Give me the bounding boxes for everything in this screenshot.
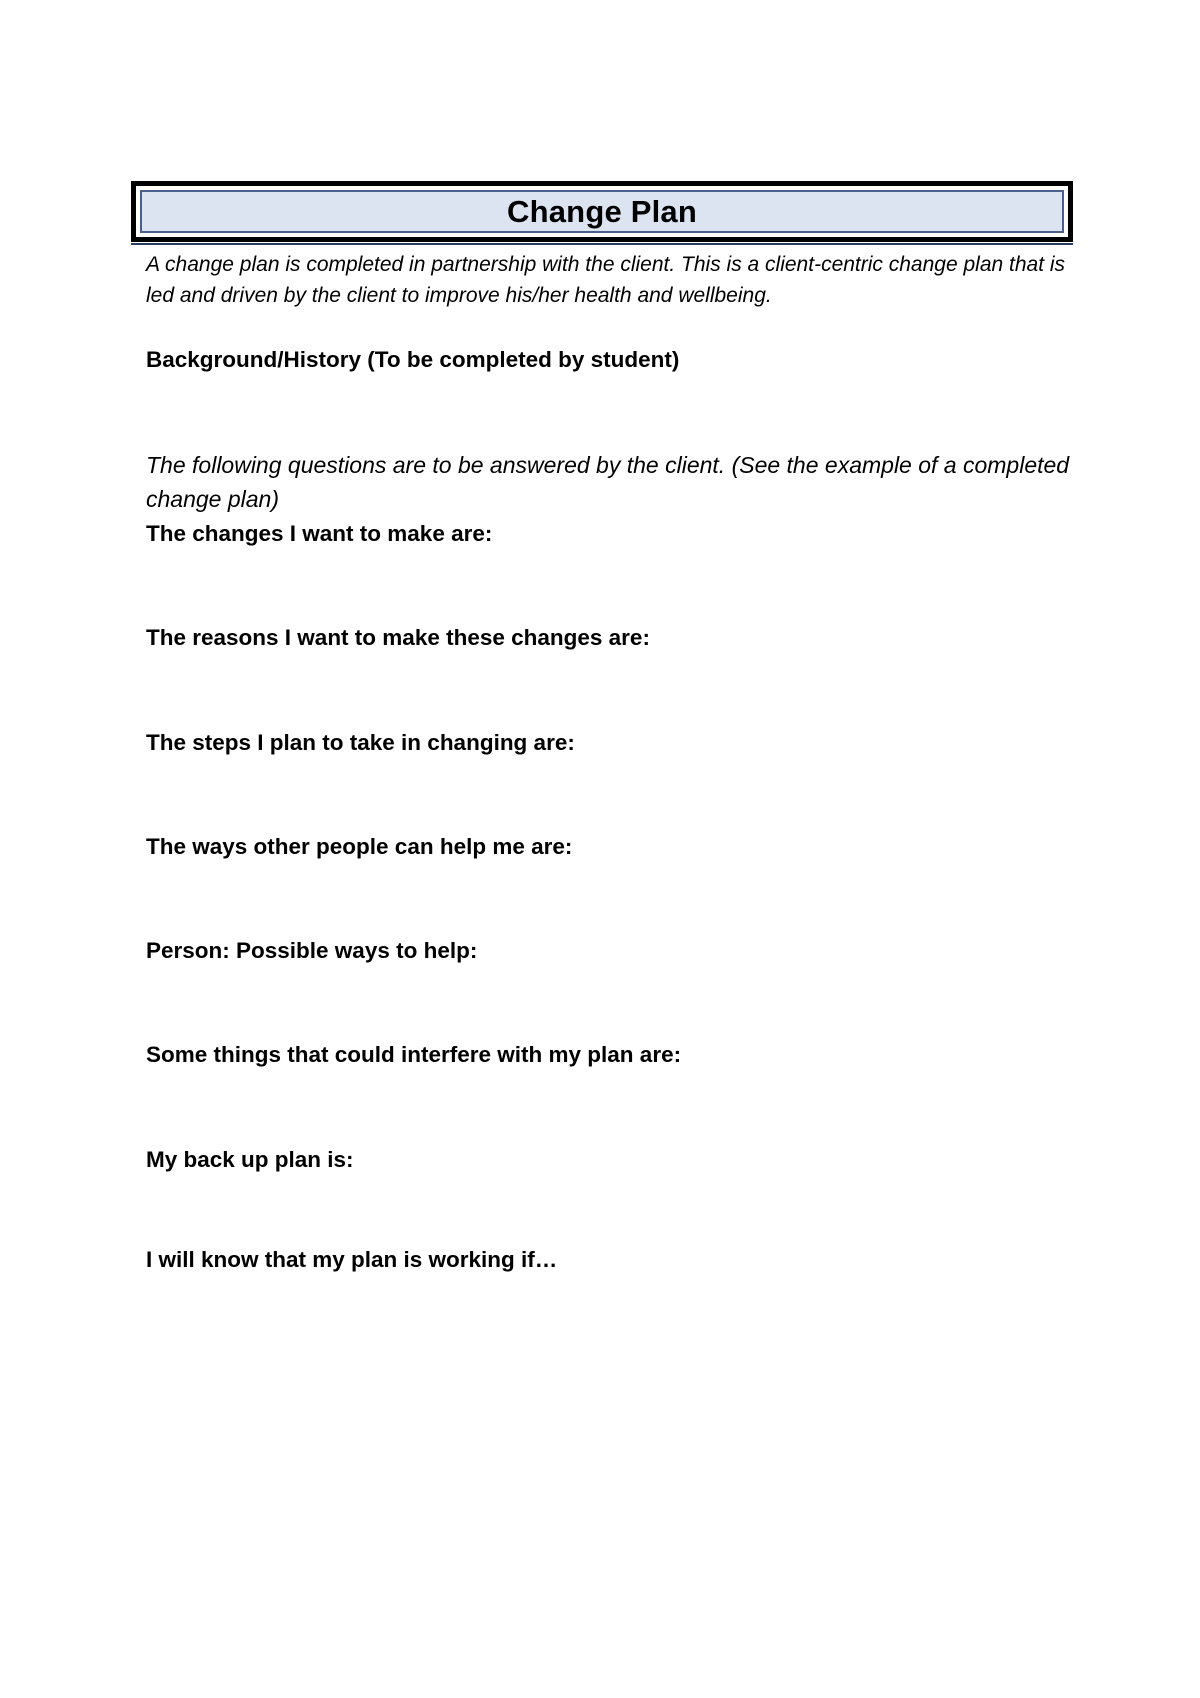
question-interference: Some things that could interfere with my plan are: [146,1042,682,1067]
question-person-help: Person: Possible ways to help: [146,938,478,963]
intro-text: A change plan is completed in partnership with the client. This is a client-centric change plan that is led and driven by the client to improve his/her health and wellbeing. [146,253,1066,307]
page-title: Change Plan [507,194,697,229]
question-changes: The changes I want to make are: [146,521,493,546]
title-banner [140,190,1064,233]
question-plan-working: I will know that my plan is working if… [146,1247,558,1272]
question-reasons: The reasons I want to make these changes are: [146,625,650,650]
title-box [131,181,1073,242]
title-underline [131,243,1073,245]
background-heading: Background/History (To be completed by student) [146,347,680,372]
question-backup-plan: My back up plan is: [146,1147,354,1172]
question-support: The ways other people can help me are: [146,834,573,859]
instruction-text: The following questions are to be answered by the client. (See the example of a completed change plan) [146,452,1070,512]
question-steps: The steps I plan to take in changing are: [146,730,575,755]
